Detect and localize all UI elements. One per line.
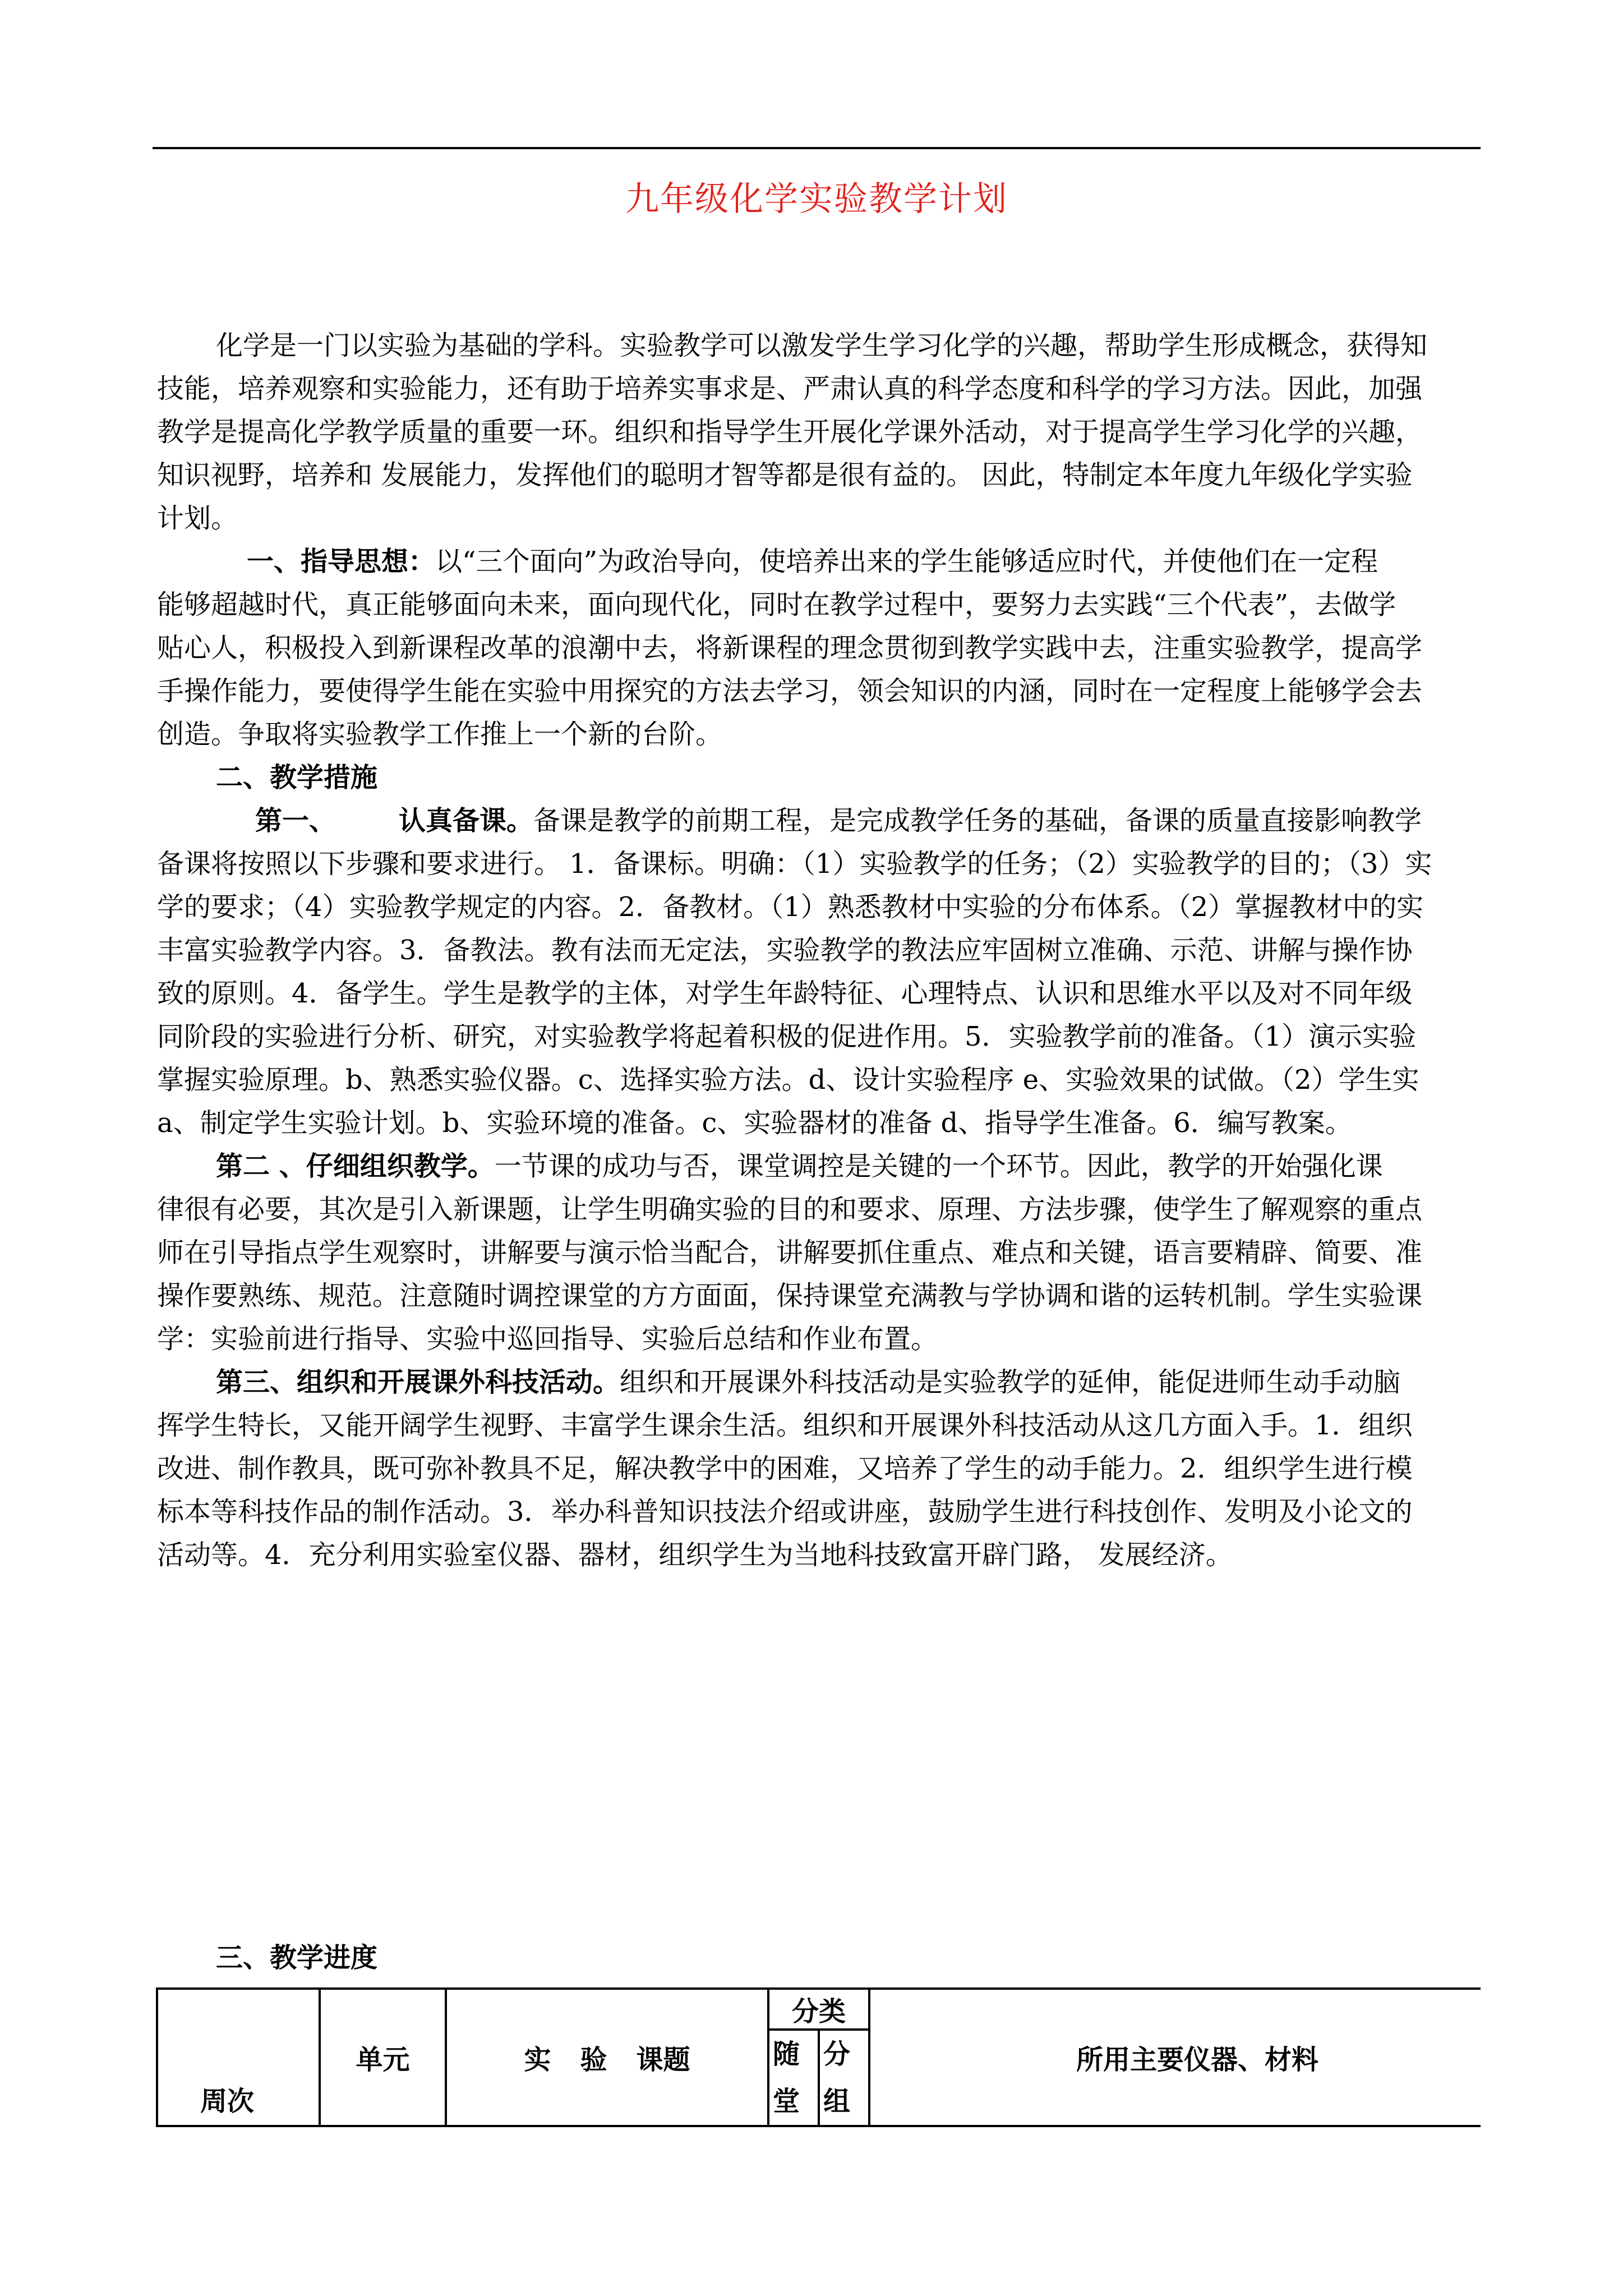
part2-line: 一节课的成功与否，课堂调控是关键的一个环节。因此，教学的开始强化课	[494, 1151, 1383, 1182]
part1-label: 第一、	[255, 805, 336, 836]
part1-line: 备课是教学的前期工程，是完成教学任务的基础，备课的质量直接影响教学	[533, 805, 1422, 836]
section1-heading: 一、指导思想：	[247, 546, 436, 577]
part1-line: a、制定学生实验计划。b、实验环境的准备。c、实验器材的准备 d、指导学生准备。6．编写教案。	[157, 1107, 1352, 1139]
section3-heading: 三、教学进度	[216, 1942, 378, 1973]
part1-line: 掌握实验原理。b、熟悉实验仪器。c、选择实验方法。d、设计实验程序 e、实验效果的试做。（2）学生实	[157, 1064, 1419, 1096]
part3-line: 标本等科技作品的制作活动。3．举办科普知识技法介绍或讲座，鼓励学生进行科技创作、发明及小论文的	[157, 1496, 1413, 1527]
part2-line: 师在引导指点学生观察时，讲解要与演示恰当配合，讲解要抓住重点、难点和关键，语言要精辟、简要、准	[157, 1237, 1423, 1268]
part3-line: 改进、制作教具，既可弥补教具不足，解决教学中的困难，又培养了学生的动手能力。2．组织学生进行模	[157, 1453, 1413, 1484]
part3-first-line	[157, 1361, 1481, 1404]
section1-line: 手操作能力，要使得学生能在实验中用探究的方法去学习，领会知识的内涵，同时在一定程度上能够学会去	[157, 675, 1423, 707]
intro-line: 知识视野，培养和 发展能力，发挥他们的聪明才智等都是很有益的。 因此，特制定本年度九年级化学实验	[157, 459, 1413, 491]
col-header-week: 周次	[157, 1989, 320, 2126]
part1-first-line	[157, 799, 1481, 843]
col-header-grouped: 分 组	[819, 2030, 869, 2126]
schedule-table	[156, 1987, 1481, 2127]
part1-line: 学的要求；（4）实验教学规定的内容。2．备教材。（1）熟悉教材中实验的分布体系。（2）掌握教材中的实	[157, 891, 1424, 923]
part1-line: 丰富实验教学内容。3．备教法。教有法而无定法，实验教学的教法应牢固树立准确、示范、讲解与操作协	[157, 935, 1413, 966]
part2-line: 学：实验前进行指导、实验中巡回指导、实验后总结和作业布置。	[157, 1323, 938, 1355]
part2-line: 操作要熟练、规范。注意随时调控课堂的方方面面，保持课堂充满教与学协调和谐的运转机制。学生实验课	[157, 1280, 1423, 1312]
part3-line: 活动等。4．充分利用实验室仪器、器材，组织学生为当地科技致富开辟门路， 发展经济。	[157, 1539, 1233, 1571]
col-header-category: 分类	[768, 1989, 869, 2030]
part3-line: 组织和开展课外科技活动是实验教学的延伸，能促进师生动手动脑	[620, 1366, 1401, 1398]
section1-line: 贴心人，积极投入到新课程改革的浪潮中去，将新课程的理念贯彻到教学实践中去，注重实验教学，提高学	[157, 632, 1423, 664]
col-header-in-class: 随 堂	[768, 2030, 819, 2126]
part1-line: 致的原则。4．备学生。学生是教学的主体，对学生年龄特征、心理特点、认识和思维水平以及对不同年级	[157, 978, 1413, 1009]
col-header-materials: 所用主要仪器、材料	[869, 1989, 1481, 2126]
col-header-topic: 实 验 课题	[446, 1989, 768, 2126]
page-title: 九年级化学实验教学计划	[625, 180, 1008, 219]
intro-line: 技能，培养观察和实验能力，还有助于培养实事求是、严肃认真的科学态度和科学的学习方法。因此，加强	[157, 373, 1423, 404]
document-body	[157, 324, 1481, 1577]
schedule-table-wrapper	[156, 1987, 1481, 2132]
part1-heading: 认真备课。	[399, 805, 534, 836]
part3-line: 挥学生特长，又能开阔学生视野、丰富学生课余生活。组织和开展课外科技活动从这几方面入手。1．组织	[157, 1410, 1413, 1441]
part1-line: 备课将按照以下步骤和要求进行。 1．备课标。明确：（1）实验教学的任务；（2）实验教学的目的；（3）实	[157, 848, 1432, 880]
section2-heading: 二、教学措施	[216, 762, 378, 793]
intro-line: 教学是提高化学教学质量的重要一环。组织和指导学生开展化学课外活动，对于提高学生学习化学的兴趣，	[157, 416, 1423, 448]
col-header-unit: 单元	[320, 1989, 446, 2126]
intro-line: 计划。	[157, 503, 238, 534]
section1-first-line	[157, 540, 1481, 583]
section1-line: 能够超越时代，真正能够面向未来，面向现代化，同时在教学过程中，要努力去实践“三个代表”，去做学	[157, 589, 1396, 620]
part2-heading: 第二 、仔细组织教学。	[216, 1151, 495, 1182]
table-header-row	[157, 1989, 1481, 2030]
intro-line: 化学是一门以实验为基础的学科。实验教学可以激发学生学习化学的兴趣，帮助学生形成概念，获得知	[216, 330, 1428, 361]
header-rule	[153, 147, 1481, 149]
part3-heading: 第三、组织和开展课外科技活动。	[216, 1366, 620, 1398]
section1-line: 创造。争取将实验教学工作推上一个新的台阶。	[157, 719, 723, 750]
section1-line: 以“三个面向”为政治导向，使培养出来的学生能够适应时代，并使他们在一定程	[435, 546, 1378, 577]
part2-line: 律很有必要，其次是引入新课题，让学生明确实验的目的和要求、原理、方法步骤，使学生了解观察的重点	[157, 1194, 1423, 1225]
part2-first-line	[157, 1145, 1481, 1188]
part1-line: 同阶段的实验进行分析、研究，对实验教学将起着积极的促进作用。5．实验教学前的准备。（1）演示实验	[157, 1021, 1417, 1052]
